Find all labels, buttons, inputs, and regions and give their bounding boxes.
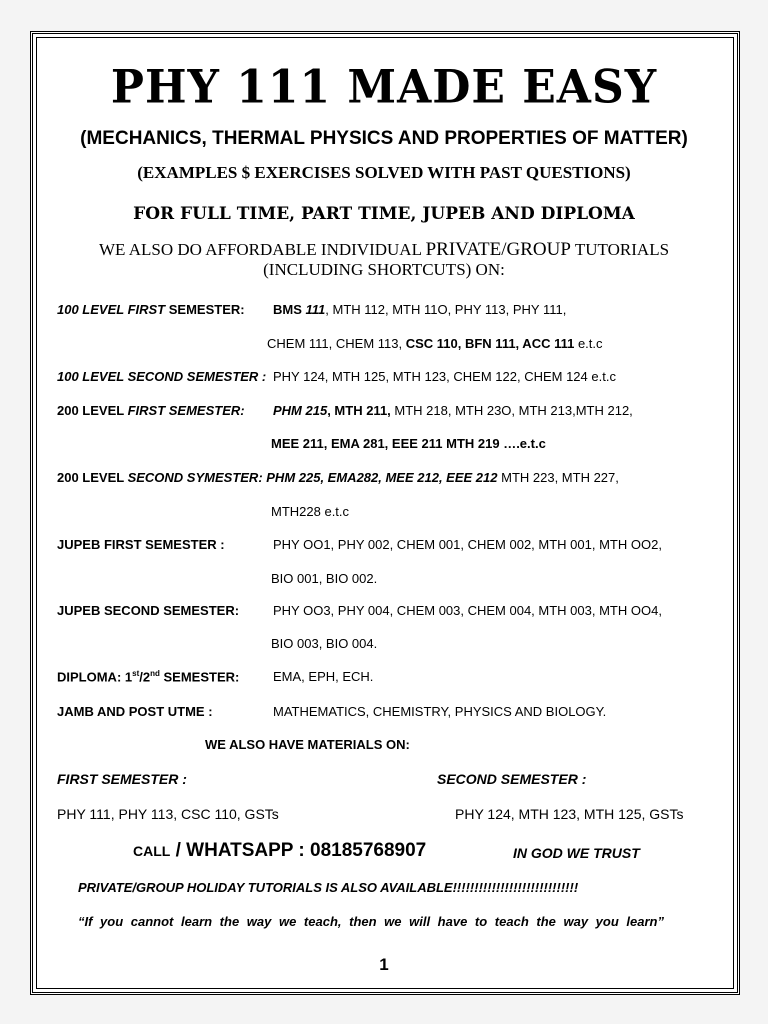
jupeb-first-label: JUPEB FIRST SEMESTER : <box>57 537 225 552</box>
jamb-courses: MATHEMATICS, CHEMISTRY, PHYSICS AND BIOLOGY. <box>273 704 607 719</box>
jupeb-second-courses-2: BIO 003, BIO 004. <box>271 636 378 651</box>
tutorials-pre: WE ALSO DO AFFORDABLE INDIVIDUAL <box>98 240 426 259</box>
diploma-courses: EMA, EPH, ECH. <box>273 669 374 684</box>
whatsapp-number: / WHATSAPP : 08185768907 <box>170 840 427 861</box>
contact-line <box>133 840 426 862</box>
tutorials-post: TUTORIALS <box>570 240 670 259</box>
audience-subtitle: FOR FULL TIME, PART TIME, JUPEB AND DIPLOMA <box>133 204 635 224</box>
call-label: CALL <box>133 843 171 859</box>
materials-heading: WE ALSO HAVE MATERIALS ON: <box>205 737 410 752</box>
l200-second-courses-2: MTH228 e.t.c <box>271 504 350 519</box>
jupeb-first-courses: PHY OO1, PHY 002, CHEM 001, CHEM 002, MTH 001, MTH OO2, <box>273 537 662 552</box>
l200-first-courses-2: MEE 211, EMA 281, EEE 211 MTH 219 ….e.t.c <box>271 436 546 451</box>
holiday-notice: PRIVATE/GROUP HOLIDAY TUTORIALS IS ALSO AVAILABLE!!!!!!!!!!!!!!!!!!!!!!!!!!!!! <box>78 880 579 895</box>
tutorials-line2: (INCLUDING SHORTCUTS) ON: <box>263 260 505 279</box>
l200-first-label: 200 LEVEL FIRST SEMESTER: <box>57 403 245 418</box>
diploma-label: DIPLOMA: 1st/2nd SEMESTER: <box>57 669 240 685</box>
jupeb-second-courses: PHY OO3, PHY 004, CHEM 003, CHEM 004, MTH 003, MTH OO4, <box>273 603 662 618</box>
l100-first-courses-2: CHEM 111, CHEM 113, CSC 110, BFN 111, ACC 111 e.t.c <box>267 336 603 351</box>
page-number: 1 <box>379 955 389 974</box>
materials-second-label: SECOND SEMESTER : <box>437 771 587 787</box>
flyer-title: PHY 111 MADE EASY <box>110 60 658 115</box>
trust-slogan: IN GOD WE TRUST <box>513 845 640 861</box>
examples-subtitle: (EXAMPLES $ EXERCISES SOLVED WITH PAST QUESTIONS) <box>137 163 631 182</box>
tutorials-heading <box>0 240 768 280</box>
tutorials-private-group: PRIVATE/GROUP <box>425 239 571 260</box>
materials-second-list: PHY 124, MTH 123, MTH 125, GSTs <box>455 806 684 822</box>
materials-first-list: PHY 111, PHY 113, CSC 110, GSTs <box>57 806 279 822</box>
l100-first-courses: BMS 111, MTH 112, MTH 11O, PHY 113, PHY 111, <box>273 302 567 317</box>
l100-second-label: 100 LEVEL SECOND SEMESTER : <box>57 369 267 384</box>
l200-second-label: 200 LEVEL SECOND SYMESTER: PHM 225, EMA282, MEE 212, EEE 212 MTH 223, MTH 227, <box>57 470 619 485</box>
topics-subtitle: (MECHANICS, THERMAL PHYSICS AND PROPERTIES OF MATTER) <box>80 128 688 149</box>
materials-first-label: FIRST SEMESTER : <box>57 771 187 787</box>
jupeb-first-courses-2: BIO 001, BIO 002. <box>271 571 378 586</box>
l100-first-label: 100 LEVEL FIRST SEMESTER: <box>57 302 245 317</box>
teaching-quote: “If you cannot learn the way we teach, then we will have to teach the way you learn” <box>78 914 664 929</box>
jamb-label: JAMB AND POST UTME : <box>57 704 213 719</box>
l200-first-courses: PHM 215, MTH 211, MTH 218, MTH 23O, MTH 213,MTH 212, <box>273 403 633 418</box>
l100-second-courses: PHY 124, MTH 125, MTH 123, CHEM 122, CHEM 124 e.t.c <box>273 369 616 384</box>
jupeb-second-label: JUPEB SECOND SEMESTER: <box>57 603 240 618</box>
